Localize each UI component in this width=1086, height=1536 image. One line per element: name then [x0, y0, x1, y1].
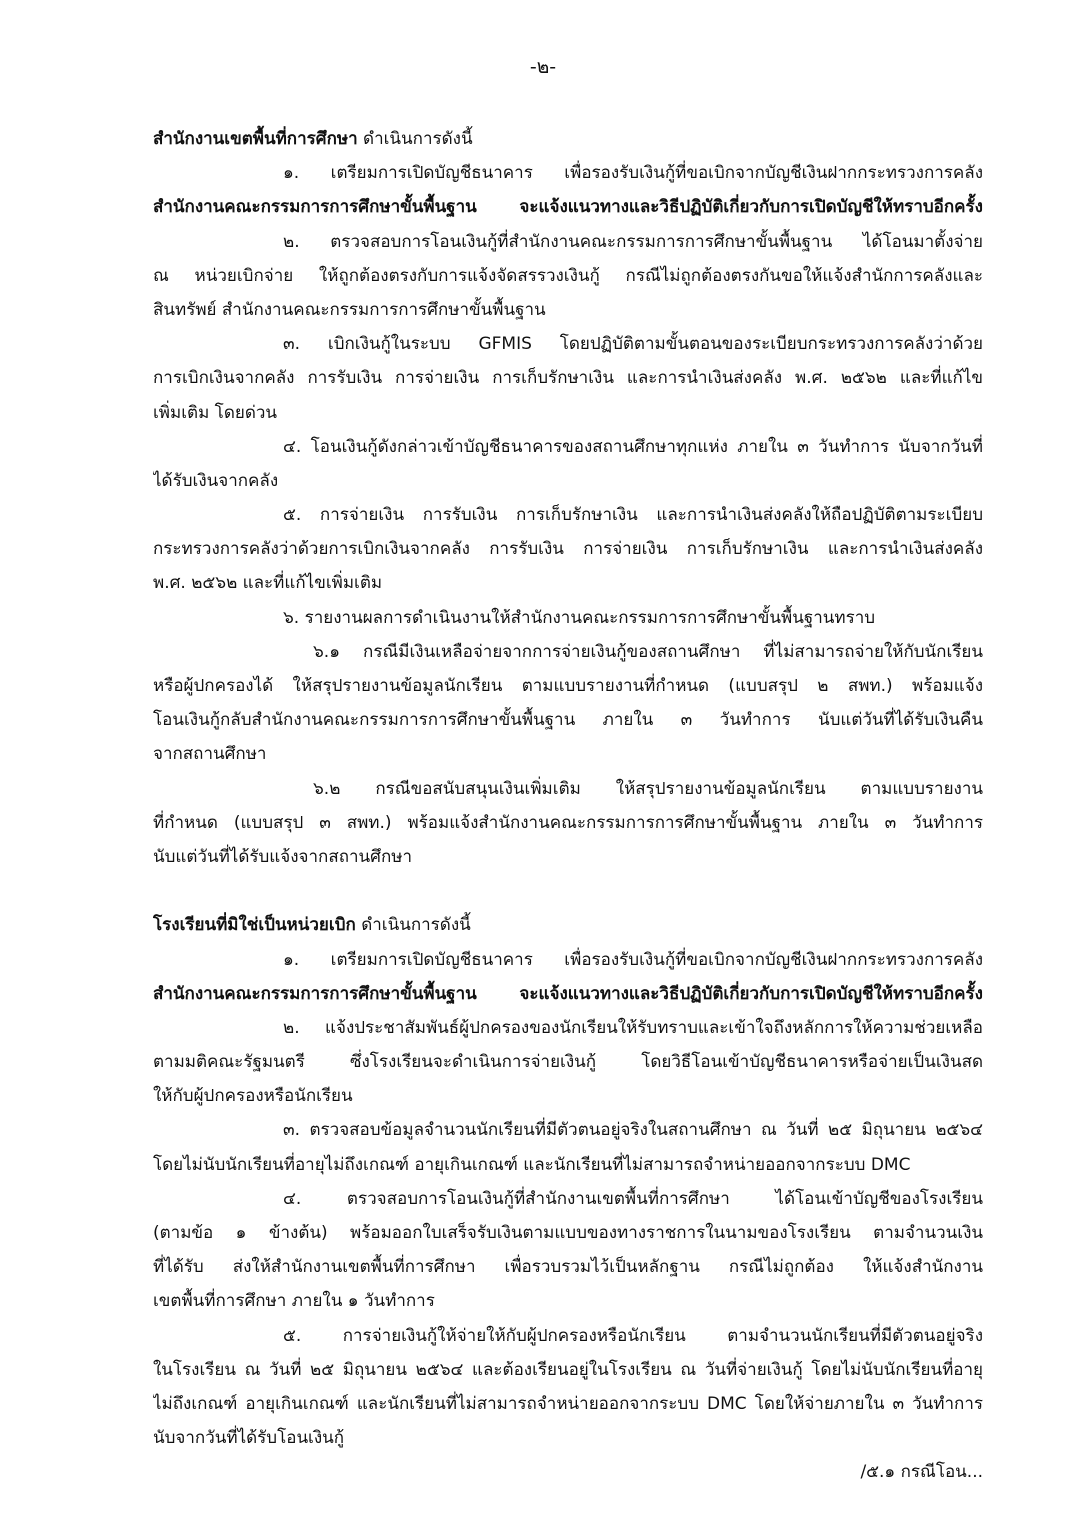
paragraph-line: ๖.๒ กรณีขอสนับสนุนเงินเพิ่มเติม ให้สรุปรายงานข้อมูลนักเรียน ตามแบบรายงาน	[313, 778, 983, 799]
section-heading-rest: ดำเนินการดังนี้	[355, 915, 471, 936]
paragraph-line: ๓. เบิกเงินกู้ในระบบ GFMIS โดยปฏิบัติตามขั้นตอนของระเบียบกระทรวงการคลังว่าด้วย	[283, 334, 983, 355]
paragraph-line: ในโรงเรียน ณ วันที่ ๒๕ มิถุนายน ๒๕๖๔ และต้องเรียนอยู่ในโรงเรียน ณ วันที่จ่ายเงินกู้ โดยไม่นับนักเรียนที่อายุ	[153, 1359, 983, 1380]
paragraph-line: ๓. ตรวจสอบข้อมูลจำนวนนักเรียนที่มีตัวตนอยู่จริงในสถานศึกษา ณ วันที่ ๒๕ มิถุนายน ๒๕๖๔	[283, 1120, 983, 1141]
paragraph-line: ที่กำหนด (แบบสรุป ๓ สพท.) พร้อมแจ้งสำนักงานคณะกรรมการการศึกษาขั้นพื้นฐาน ภายใน ๓ วันทำการ	[153, 812, 983, 833]
paragraph-line: ๖.๑ กรณีมีเงินเหลือจ่ายจากการจ่ายเงินกู้ของสถานศึกษา ที่ไม่สามารถจ่ายให้กับนักเรียน	[313, 641, 983, 662]
paragraph-line: ๖. รายงานผลการดำเนินงานให้สำนักงานคณะกรรมการการศึกษาขั้นพื้นฐานทราบ	[283, 607, 876, 628]
paragraph-line: สำนักงานคณะกรรมการการศึกษาขั้นพื้นฐาน จะแจ้งแนวทางและวิธีปฏิบัติเกี่ยวกับการเปิดบัญชีให้ทราบอีกครั้ง	[153, 197, 983, 218]
paragraph-line: ๕. การจ่ายเงินกู้ให้จ่ายให้กับผู้ปกครองหรือนักเรียน ตามจำนวนนักเรียนที่มีตัวตนอยู่จริง	[283, 1325, 983, 1346]
paragraph-line: จากสถานศึกษา	[153, 744, 267, 765]
paragraph-line: เขตพื้นที่การศึกษา ภายใน ๑ วันทำการ	[153, 1291, 435, 1312]
page-number: -๒-	[529, 56, 557, 78]
paragraph-line: ตามมติคณะรัฐมนตรี ซึ่งโรงเรียนจะดำเนินการจ่ายเงินกู้ โดยวิธีโอนเข้าบัญชีธนาคารหรือจ่ายเป็นเงินสด	[153, 1052, 983, 1073]
document-body	[153, 122, 983, 1490]
paragraph-line: นับแต่วันที่ได้รับแจ้งจากสถานศึกษา	[153, 846, 412, 867]
paragraph-line: ๔. ตรวจสอบการโอนเงินกู้ที่สำนักงานเขตพื้นที่การศึกษา ได้โอนเข้าบัญชีของโรงเรียน	[283, 1188, 983, 1209]
paragraph-line: สินทรัพย์ สำนักงานคณะกรรมการการศึกษาขั้นพื้นฐาน	[153, 299, 546, 320]
section-heading-rest: ดำเนินการดังนี้	[357, 129, 473, 149]
paragraph-line: ไม่ถึงเกณฑ์ อายุเกินเกณฑ์ และนักเรียนที่ไม่สามารถจำหน่ายออกจากระบบ DMC โดยให้จ่ายภายใน ๓ วันทำการ	[153, 1393, 983, 1414]
paragraph-line: ๕. การจ่ายเงิน การรับเงิน การเก็บรักษาเงิน และการนำเงินส่งคลังให้ถือปฏิบัติตามระเบียบ	[283, 505, 983, 526]
paragraph-line: โอนเงินกู้กลับสำนักงานคณะกรรมการการศึกษาขั้นพื้นฐาน ภายใน ๓ วันทำการ นับแต่วันที่ได้รับเงินคืน	[153, 710, 983, 731]
section-heading	[153, 908, 983, 942]
paragraph-line: ๑. เตรียมการเปิดบัญชีธนาคาร เพื่อรองรับเงินกู้ที่ขอเบิกจากบัญชีเงินฝากกระทรวงการคลัง	[283, 163, 983, 184]
section-heading-bold: โรงเรียนที่มิใช่เป็นหน่วยเบิก	[153, 915, 356, 936]
paragraph-line: ๒. แจ้งประชาสัมพันธ์ผู้ปกครองของนักเรียนให้รับทราบและเข้าใจถึงหลักการให้ความช่วยเหลือ	[283, 1017, 983, 1038]
paragraph-line: ๒. ตรวจสอบการโอนเงินกู้ที่สำนักงานคณะกรรมการการศึกษาขั้นพื้นฐาน ได้โอนมาตั้งจ่าย	[283, 231, 983, 252]
paragraph-line: การเบิกเงินจากคลัง การรับเงิน การจ่ายเงิน การเก็บรักษาเงิน และการนำเงินส่งคลัง พ.ศ. ๒๕๖๒ และที่แก้ไข	[153, 368, 983, 389]
paragraph-line: กระทรวงการคลังว่าด้วยการเบิกเงินจากคลัง การรับเงิน การจ่ายเงิน การเก็บรักษาเงิน และการนำเงินส่งคลัง	[153, 539, 983, 560]
continuation-note: /๕.๑ กรณีโอน...	[860, 1462, 983, 1483]
paragraph-line: ๔. โอนเงินกู้ดังกล่าวเข้าบัญชีธนาคารของสถานศึกษาทุกแห่ง ภายใน ๓ วันทำการ นับจากวันที่	[283, 436, 983, 457]
paragraph-line: นับจากวันที่ได้รับโอนเงินกู้	[153, 1428, 345, 1449]
paragraph-line: พ.ศ. ๒๕๖๒ และที่แก้ไขเพิ่มเติม	[153, 573, 383, 594]
paragraph-line: (ตามข้อ ๑ ข้างต้น) พร้อมออกใบเสร็จรับเงินตามแบบของทางราชการในนามของโรงเรียน ตามจำนวนเงิน	[153, 1223, 983, 1243]
paragraph-line: เพิ่มเติม โดยด่วน	[153, 402, 278, 423]
paragraph-line: ๑. เตรียมการเปิดบัญชีธนาคาร เพื่อรองรับเงินกู้ที่ขอเบิกจากบัญชีเงินฝากกระทรวงการคลัง	[283, 949, 983, 970]
paragraph-line: หรือผู้ปกครองได้ ให้สรุปรายงานข้อมูลนักเรียน ตามแบบรายงานที่กำหนด (แบบสรุป ๒ สพท.) พร้อมแจ้ง	[153, 676, 983, 696]
section-heading-bold: สำนักงานเขตพื้นที่การศึกษา	[153, 129, 358, 149]
paragraph-line: สำนักงานคณะกรรมการการศึกษาขั้นพื้นฐาน จะแจ้งแนวทางและวิธีปฏิบัติเกี่ยวกับการเปิดบัญชีให้ทราบอีกครั้ง	[153, 983, 983, 1004]
paragraph-line: โดยไม่นับนักเรียนที่อายุไม่ถึงเกณฑ์ อายุเกินเกณฑ์ และนักเรียนที่ไม่สามารถจำหน่ายออกจากระบบ DMC	[153, 1154, 911, 1175]
paragraph-line: ได้รับเงินจากคลัง	[153, 470, 279, 491]
paragraph-line: ณ หน่วยเบิกจ่าย ให้ถูกต้องตรงกับการแจ้งจัดสรรวงเงินกู้ กรณีไม่ถูกต้องตรงกันขอให้แจ้งสำนักการคลังและ	[153, 265, 983, 286]
spacer	[153, 874, 983, 908]
paragraph-line: ให้กับผู้ปกครองหรือนักเรียน	[153, 1086, 353, 1107]
paragraph-line: ที่ได้รับ ส่งให้สำนักงานเขตพื้นที่การศึกษา เพื่อรวบรวมไว้เป็นหลักฐาน กรณีไม่ถูกต้อง ให้แจ้งสำนักงาน	[153, 1257, 983, 1278]
section-heading	[153, 122, 983, 156]
